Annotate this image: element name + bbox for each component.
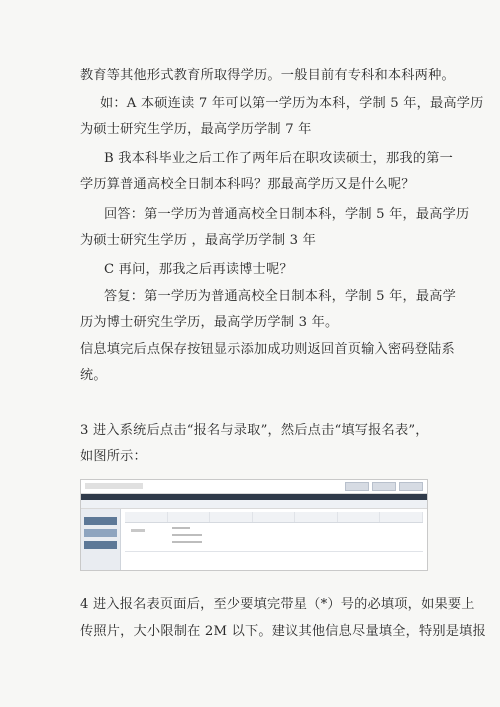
embedded-screenshot (80, 479, 428, 571)
screenshot-sidebar (81, 509, 121, 570)
text-line: 信息填完后点保存按钮显示添加成功则返回首页输入密码登陆系 (80, 342, 455, 357)
text-line: 如图所示： (80, 449, 147, 464)
text-line: 如：A 本硕连读 7 年可以第一学历为本科，学制 5 年，最高学历 (100, 96, 484, 111)
text-line: B 我本科毕业之后工作了两年后在职攻读硕士，那我的第一 (104, 151, 453, 166)
screenshot-sidebar-item (84, 517, 117, 525)
text-line: 3 进入系统后点击“报名与录取”，然后点击“填写报名表”， (80, 423, 429, 438)
text-line: C 再问，那我之后再读博士呢？ (104, 262, 293, 277)
text-line: 为硕士研究生学历，最高学历学制 7 年 (80, 122, 312, 137)
text-line: 为硕士研究生学历 ，最高学历学制 3 年 (80, 233, 316, 248)
screenshot-sidebar-item (84, 529, 117, 537)
text-line: 统。 (80, 368, 107, 383)
screenshot-sidebar-item (84, 541, 117, 549)
screenshot-table-row (125, 523, 423, 552)
text-line: 答复：第一学历为普通高校全日制本科，学制 5 年，最高学 (104, 289, 457, 304)
screenshot-table-header (125, 512, 423, 523)
text-line: 4 进入报名表页面后，至少要填完带星（*）号的必填项，如果要上 (80, 597, 475, 612)
screenshot-top-tabs (345, 482, 423, 491)
text-line: 历为博士研究生学历，最高学历学制 3 年。 (80, 315, 339, 330)
text-line: 教育等其他形式教育所取得学历。一般目前有专科和本科两种。 (80, 68, 455, 83)
text-line: 学历算普通高校全日制本科吗？那最高学历又是什么呢？ (80, 177, 415, 192)
screenshot-table (121, 509, 427, 570)
screenshot-breadcrumb (81, 500, 427, 509)
text-line: 回答：第一学历为普通高校全日制本科，学制 5 年，最高学历 (104, 207, 470, 222)
screenshot-header (81, 480, 427, 494)
screenshot-logo (85, 483, 143, 489)
text-line: 传照片，大小限制在 2M 以下。建议其他信息尽量填全，特别是填报 (80, 624, 486, 639)
